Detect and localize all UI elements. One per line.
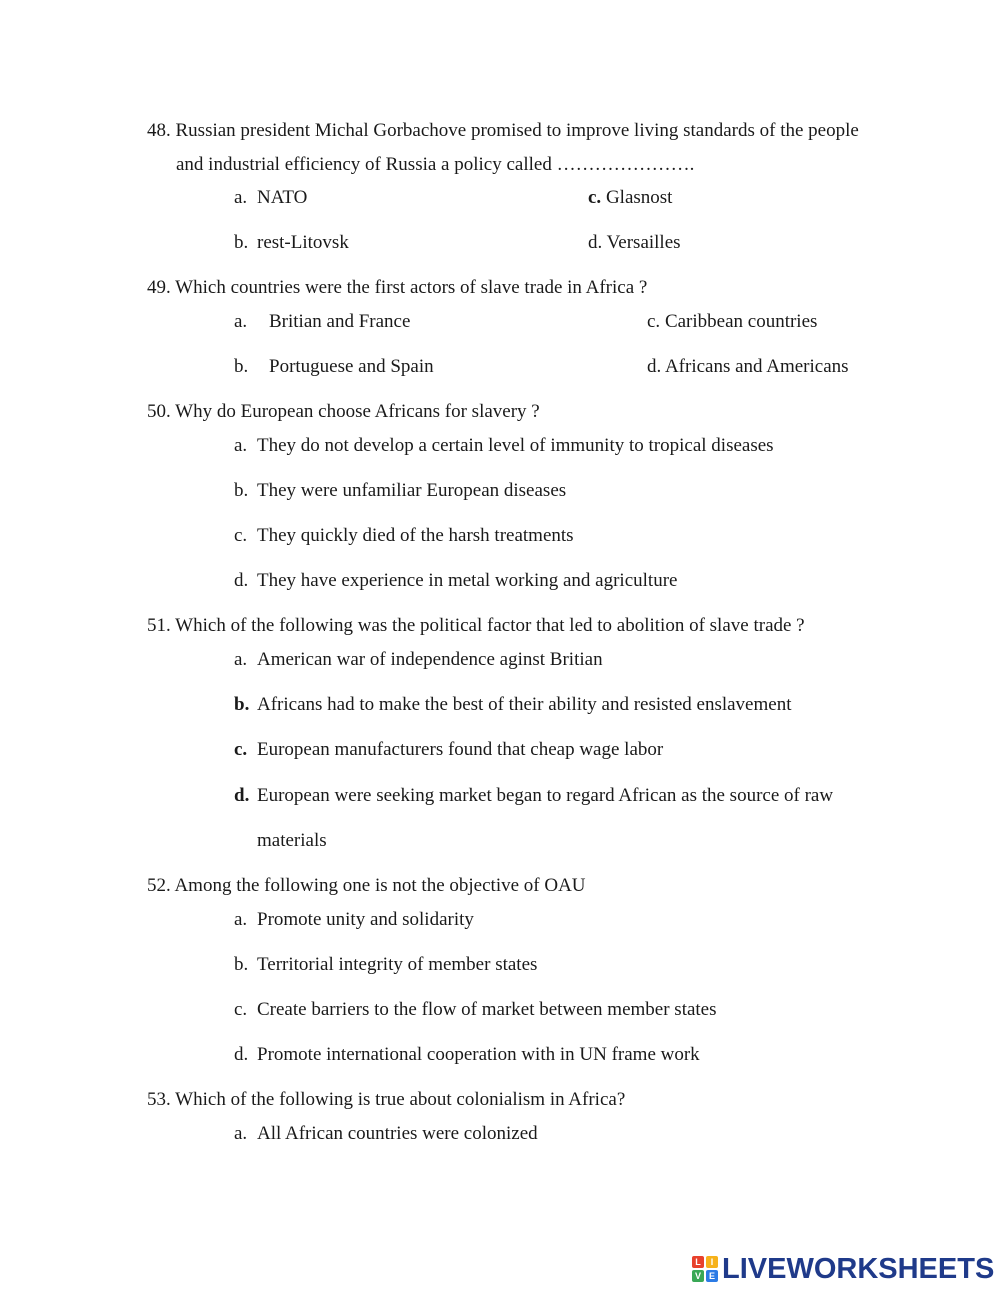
logo-text: LIVEWORKSHEETS xyxy=(722,1252,995,1285)
option-50-a[interactable]: a. They do not develop a certain level of immunity to tropical diseases xyxy=(234,435,774,456)
logo-square-v: V xyxy=(692,1270,704,1282)
question-48: 48. Russian president Michal Gorbachove promised to improve living standards of the people xyxy=(147,120,859,141)
liveworksheets-logo xyxy=(692,1254,994,1284)
logo-square-l: L xyxy=(692,1256,704,1268)
option-48-a[interactable]: a. NATO xyxy=(234,187,308,208)
question-49: 49. Which countries were the first actors of slave trade in Africa ? xyxy=(147,277,648,298)
option-52-a[interactable]: a. Promote unity and solidarity xyxy=(234,909,474,930)
option-51-d[interactable]: d. European were seeking market began to regard African as the source of raw xyxy=(234,785,834,806)
option-50-d[interactable]: d. They have experience in metal working and agriculture xyxy=(234,570,678,591)
option-50-c[interactable]: c. They quickly died of the harsh treatments xyxy=(234,525,574,546)
option-48-c[interactable]: c. Glasnost xyxy=(588,187,673,208)
option-51-c[interactable]: c. European manufacturers found that cheap wage labor xyxy=(234,739,664,760)
question-51: 51. Which of the following was the political factor that led to abolition of slave trade ? xyxy=(147,615,805,636)
option-49-b[interactable]: b. Portuguese and Spain xyxy=(234,356,434,377)
option-51-a[interactable]: a. American war of independence aginst Britian xyxy=(234,649,603,670)
option-49-a[interactable]: a. Britian and France xyxy=(234,311,411,332)
logo-square-e: E xyxy=(706,1270,718,1282)
option-49-c[interactable]: c. Caribbean countries xyxy=(647,311,818,332)
option-50-b[interactable]: b. They were unfamiliar European diseases xyxy=(234,480,567,501)
option-52-b[interactable]: b. Territorial integrity of member states xyxy=(234,954,538,975)
option-52-d[interactable]: d. Promote international cooperation with in UN frame work xyxy=(234,1044,700,1065)
option-52-c[interactable]: c. Create barriers to the flow of market between member states xyxy=(234,999,717,1020)
question-53: 53. Which of the following is true about colonialism in Africa? xyxy=(147,1089,626,1110)
option-48-b[interactable]: b. rest-Litovsk xyxy=(234,232,349,253)
option-51-d-continued: materials xyxy=(257,830,327,851)
option-51-b[interactable]: b. Africans had to make the best of their ability and resisted enslavement xyxy=(234,694,792,715)
question-50: 50. Why do European choose Africans for slavery ? xyxy=(147,401,540,422)
question-48-continued: and industrial efficiency of Russia a policy called …………………. xyxy=(176,154,695,175)
option-53-a[interactable]: a. All African countries were colonized xyxy=(234,1123,538,1144)
logo-grid-icon xyxy=(692,1256,718,1282)
logo-square-i: I xyxy=(706,1256,718,1268)
option-48-d[interactable]: d. Versailles xyxy=(588,232,681,253)
question-52: 52. Among the following one is not the objective of OAU xyxy=(147,875,586,896)
option-49-d[interactable]: d. Africans and Americans xyxy=(647,356,849,377)
